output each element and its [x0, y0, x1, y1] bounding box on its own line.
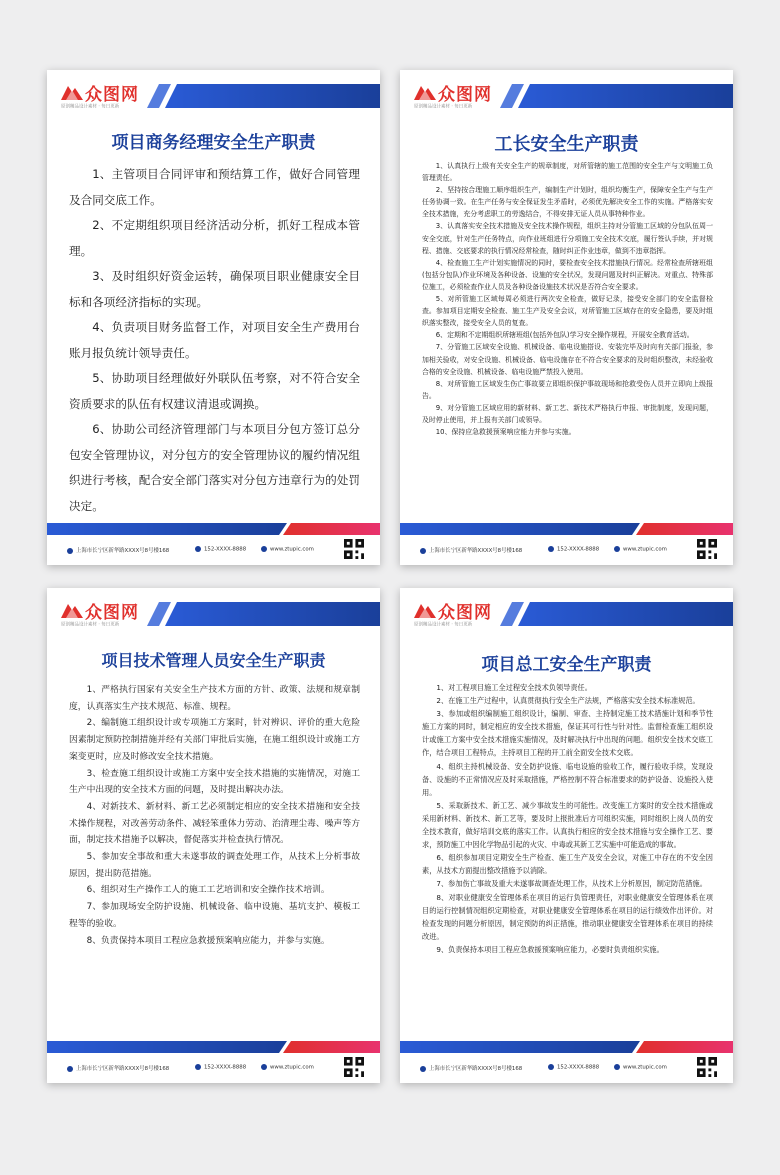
- brand-logo: [414, 80, 524, 114]
- footer-website: www.ztupic.com: [614, 1064, 667, 1071]
- location-icon: [67, 1066, 73, 1072]
- logo-text: 众图网: [438, 85, 492, 105]
- logo-subtitle: 原创精品设计素材 · 每日更新: [414, 103, 473, 110]
- duty-paragraph: 7、参加现场安全防护设施、机械设备、临申设施、基坑支护、模板工程等的验收。: [69, 902, 360, 929]
- poster-chief-engineer: [400, 588, 733, 1083]
- duty-paragraph: 6、协助公司经济管理部门与本项目分包方签订总分包安全管理协议，对分包方的安全管理协议的履约情况组织进行考核，配合安全部门落实对分包方违章行为的处罚决定。: [69, 422, 360, 513]
- footer-phone: 152-XXXX-8888: [548, 1064, 599, 1071]
- logo-text: 众图网: [438, 603, 492, 623]
- phone-icon: [195, 546, 201, 552]
- phone-icon: [195, 1064, 201, 1070]
- logo-text: 众图网: [85, 85, 139, 105]
- duty-paragraph: 3、及时组织好资金运转，确保项目职业健康安全目标和各项经济指标的实现。: [69, 269, 360, 309]
- duty-paragraph: 4、对新技术、新材料、新工艺必须制定相应的安全技术措施和安全技术操作规程，对改善劳动条件、减轻笨重体力劳动、治清理尘毒、噪声等方面，制定技术措施予以解决，督促落实并检查执行情况。: [69, 801, 360, 846]
- duty-paragraph: 8、对职业健康安全管理体系在项目的运行负管理责任，对职业健康安全管理体系在项目的运行控制情况组织定期检查，对职业健康安全管理体系在项目的运行绩效作出评价。对检查发现的问题分析原因，制定预防的纠正措施，推动职业健康安全管理体系在项目的持续改进。: [422, 892, 713, 941]
- logo-mountain-icon: [414, 82, 436, 100]
- logo-text: 众图网: [85, 603, 139, 623]
- poster-body: [69, 162, 360, 519]
- duty-paragraph: 6、定期和不定期组织所辖班组(包括外包队)学习安全操作规程，开展安全教育活动。: [435, 331, 694, 340]
- bottom-decor-band: [47, 519, 380, 535]
- poster-technical-staff: [47, 588, 380, 1083]
- footer-phone: 152-XXXX-8888: [548, 546, 599, 553]
- poster-footer: [47, 1053, 380, 1083]
- globe-icon: [261, 1064, 267, 1070]
- duty-paragraph: 4、组织主持机械设备、安全防护设施、临电设施的验收工作，履行验收手续，发现设备、设施的不正常情况应及时采取措施，严格控制不符合标准要求的防护设备、设施投入使用。: [422, 761, 713, 797]
- duty-paragraph: 3、认真落实安全技术措施及安全技术操作规程，组织主持对分管施工区域的分包队伍周一安全交底，针对生产任务特点，向作业班组进行分项施工安全技术交底，履行签认手续，并对规程、措施、交底要求的执行情况经常检查，随时纠正作业违章，做到不违章指挥。: [422, 222, 713, 255]
- bottom-decor-band: [47, 1037, 380, 1053]
- poster-footer: [400, 1053, 733, 1083]
- duty-paragraph: 9、负责保持本项目工程应急救援预案响应能力，必要时负责组织实施。: [436, 944, 664, 954]
- globe-icon: [261, 546, 267, 552]
- duty-paragraph: 2、坚持按合理施工顺序组织生产，编制生产计划时，组织均衡生产，保障安全生产与生产任务协调一致。在生产任务与安全保证发生矛盾时，必须优先解决安全工作的实施。严格落实安全技术措施，充分考虑职工的劳逸结合，不得安排无证人员从事特种作业。: [422, 186, 713, 219]
- poster-foreman: [400, 70, 733, 565]
- footer-address: 上海市长宁区新华路XXXX号8号楼168: [67, 1064, 169, 1072]
- brand-logo: [61, 80, 171, 114]
- duty-paragraph: 5、对所管施工区域每周必须进行两次安全检查，做好记录，接受安全部门的安全监督检查。参加项目定期安全检查、施工生产及安全会议，对所管施工区域存在的安全隐患，要及时组织落实整改，接受安全人员的复查。: [422, 295, 713, 328]
- bottom-decor-band: [400, 519, 733, 535]
- poster-footer: [47, 535, 380, 565]
- poster-title: 工长安全生产职责: [494, 134, 639, 155]
- globe-icon: [614, 546, 620, 552]
- qr-code-icon: [344, 1057, 364, 1077]
- qr-code-icon: [697, 1057, 717, 1077]
- footer-address: 上海市长宁区新华路XXXX号8号楼168: [67, 546, 169, 554]
- footer-website: www.ztupic.com: [614, 546, 667, 553]
- footer-phone: 152-XXXX-8888: [195, 1064, 246, 1071]
- duty-paragraph: 7、参加伤亡事故及重大未遂事故调查处理工作，从技术上分析原因，制定防范措施。: [436, 879, 707, 889]
- footer-address: 上海市长宁区新华路XXXX号8号楼168: [420, 1064, 522, 1072]
- duty-paragraph: 5、参加安全事故和重大未遂事故的调查处理工作，从技术上分析事故原因，提出防范措施。: [69, 852, 360, 879]
- phone-icon: [548, 546, 554, 552]
- bottom-decor-band: [400, 1037, 733, 1053]
- poster-footer: [400, 535, 733, 565]
- brand-logo: [61, 598, 171, 632]
- duty-paragraph: 3、检查施工组织设计或施工方案中安全技术措施的实施情况，对施工生产中出现的安全技术方面的问题，及时提出解决办法。: [69, 768, 360, 796]
- duty-paragraph: 6、组织参加项目定期安全生产检查、施工生产及安全会议，对施工中存在的不安全因素，从技术方面提出整改措施予以消除。: [422, 853, 713, 876]
- brand-logo: [414, 598, 524, 632]
- logo-mountain-icon: [414, 600, 436, 618]
- duty-paragraph: 4、负责项目财务监督工作，对项目安全生产费用台账月报负统计领导责任。: [69, 320, 360, 360]
- logo-mountain-icon: [61, 600, 83, 618]
- duty-paragraph: 1、严格执行国家有关安全生产技术方面的方针、政策、法规和规章制度，认真落实生产技术规范、标准、规程。: [69, 685, 360, 712]
- location-icon: [420, 1066, 426, 1072]
- duty-paragraph: 10、保持应急救援预案响应能力并参与实施。: [435, 428, 576, 437]
- duty-paragraph: 4、检查施工生产计划实施情况的同时，要检查安全技术措施执行情况。经常检查所辖班组(包括分包队)作业环境及各种设备、设施的安全状况，发现问题及时纠正解决。对重点、特殊部位施工，必须检查作业人员及各种设备设施技术状况是否符合安全要求。: [422, 258, 713, 291]
- logo-subtitle: 原创精品设计素材 · 每日更新: [414, 621, 473, 628]
- poster-body: [422, 681, 713, 956]
- duty-paragraph: 8、负责保持本项目工程应急救援预案响应能力，并参与实施。: [86, 935, 330, 946]
- logo-subtitle: 原创精品设计素材 · 每日更新: [61, 103, 120, 110]
- duty-paragraph: 5、采取新技术、新工艺、减少事故发生的可能性。改变施工方案时的安全技术措施或采用新材料、新技术、新工艺等，要及时上报批准后方可组织实施，同时组织上岗人员的安全技术教育，做好培训交底的落实工作。认真执行相应的安全技术措施与安全操作工艺、要求，预防施工中因化学物品引起的火灾、中毒或其新工艺实施中可能造成的事故。: [422, 800, 713, 850]
- duty-paragraph: 2、不定期组织项目经济活动分析，抓好工程成本管理。: [69, 218, 360, 258]
- footer-phone: 152-XXXX-8888: [195, 546, 246, 553]
- duty-paragraph: 7、分管施工区域安全设施、机械设备、临电设施搭设、安装完毕及时向有关部门报验，参加相关验收，对安全设施、机械设备、临电设施存在不符合安全要求的及时组织整改，未经验收合格的安全设施、机械设备、临电设施严禁投入使用。: [422, 343, 713, 376]
- duty-paragraph: 3、参加或组织编制施工组织设计，编制、审查、主持制定施工技术措施计划和季节性施工方案的同时，制定相应的安全技术措施，保证其可行性与针对性。监督检查施工组织设计或施工方案中安全技术措施实施情况，及时解决执行中出现的问题。组织安全技术交底工作，结合项目工程特点，主持项目工程的开工前全面安全技术交底。: [422, 709, 713, 758]
- location-icon: [420, 548, 426, 554]
- duty-paragraph: 8、对所管施工区域发生伤亡事故要立即组织保护事故现场和抢救受伤人员并立即向上级报告。: [422, 379, 713, 400]
- duty-paragraph: 2、在施工生产过程中，认真贯彻执行安全生产法规，严格落实安全技术标准规范。: [436, 696, 700, 706]
- logo-mountain-icon: [61, 82, 83, 100]
- duty-paragraph: 6、组织对生产操作工人的施工工艺培训和安全操作技术培训。: [86, 885, 330, 896]
- poster-title: 项目总工安全生产职责: [481, 655, 652, 675]
- qr-code-icon: [344, 539, 364, 559]
- footer-website: www.ztupic.com: [261, 1064, 314, 1071]
- poster-title: 项目技术管理人员安全生产职责: [101, 651, 326, 670]
- location-icon: [67, 548, 73, 554]
- duty-paragraph: 9、对分管施工区域应用的新材料、新工艺、新技术严格执行申报、审批制度，发现问题，及时停止使用，并上报有关部门或领导。: [422, 403, 713, 424]
- logo-subtitle: 原创精品设计素材 · 每日更新: [61, 621, 120, 628]
- duty-paragraph: 1、对工程项目施工全过程安全技术负领导责任。: [436, 683, 592, 692]
- footer-address: 上海市长宁区新华路XXXX号8号楼168: [420, 546, 522, 554]
- duty-paragraph: 1、认真执行上级有关安全生产的规章制度，对所管辖的施工范围的安全生产与文明施工负管理责任。: [422, 162, 713, 183]
- qr-code-icon: [697, 539, 717, 559]
- poster-body: [69, 682, 360, 949]
- poster-title: 项目商务经理安全生产职责: [111, 133, 316, 153]
- poster-body: [422, 160, 713, 438]
- phone-icon: [548, 1064, 554, 1070]
- poster-business-manager: [47, 70, 380, 565]
- duty-paragraph: 1、主管项目合同评审和预结算工作，做好合同管理及合同交底工作。: [69, 167, 360, 207]
- duty-paragraph: 2、编制施工组织设计或专项施工方案时，针对辨识、评价的重大危险因素制定预防控制措施并经有关部门审批后实施，在施工组织设计或施工方案变更时，应及时修改安全技术措施。: [69, 718, 360, 762]
- footer-website: www.ztupic.com: [261, 546, 314, 553]
- duty-paragraph: 5、协助项目经理做好外联队伍考察，对不符合安全资质要求的队伍有权建议清退或调换。: [69, 371, 360, 411]
- globe-icon: [614, 1064, 620, 1070]
